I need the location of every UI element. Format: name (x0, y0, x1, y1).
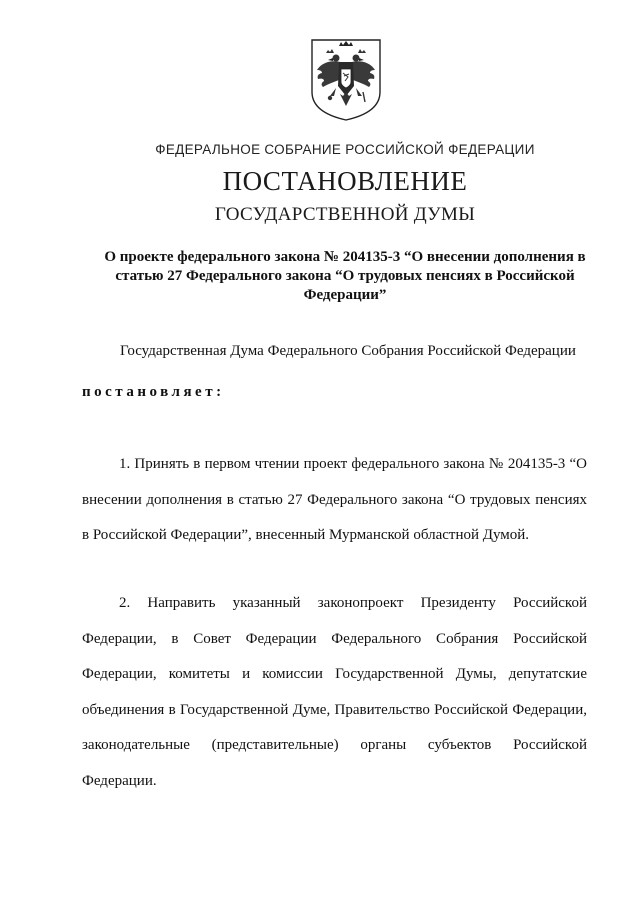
resolution-item-1: 1. Принять в первом чтении проект федерального закона № 204135-3 “О внесении дополнения в статью 27 Федерального закона “О трудовых пенсиях в Российской Федерации”, внесенный Мурманской областной Думой. (82, 456, 587, 543)
resolution-word: постановляет: (82, 384, 225, 400)
document-type-title: ПОСТАНОВЛЕНИЕ (222, 166, 468, 196)
intro-paragraph: Государственная Дума Федерального Собрания Российской Федерации (120, 343, 576, 359)
document-subject: О проекте федерального закона № 204135-3 “О внесении дополнения в статью 27 Федерального закона “О трудовых пенсиях в Российской Федерации” (104, 249, 586, 303)
russian-coat-of-arms-icon (306, 36, 386, 122)
assembly-heading: ФЕДЕРАЛЬНОЕ СОБРАНИЕ РОССИЙСКОЙ ФЕДЕРАЦИИ (155, 142, 535, 157)
document-issuer-title: ГОСУДАРСТВЕННОЙ ДУМЫ (214, 204, 476, 225)
resolution-item-2: 2. Направить указанный законопроект Президенту Российской Федерации, в Совет Федерации Федерального Собрания Российской Федерации, комитеты и комиссии Государственной Думы, депутатские объединения в Государственной Думе, Правительство Российской Федерации, законодательные (представительные) органы субъектов Российской Федерации. (82, 595, 587, 789)
